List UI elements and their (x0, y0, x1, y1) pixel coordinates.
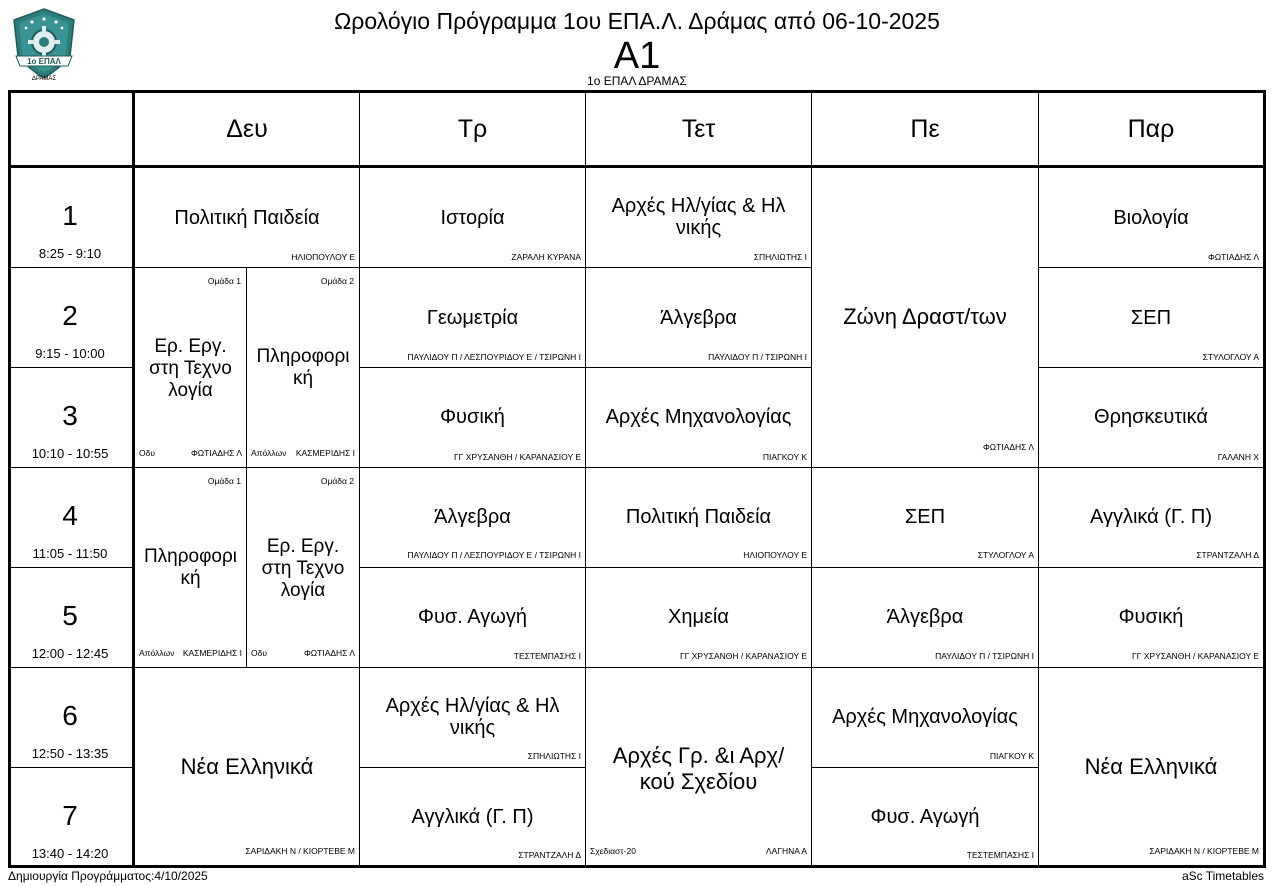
lesson-subject: Αρχές Γρ. &ι Αρχ/ κού Σχεδίου (612, 743, 785, 794)
lesson-room: Απόλλων (251, 448, 287, 458)
lesson-cell[interactable] (586, 368, 811, 467)
software-credit: aSc Timetables (1181, 869, 1264, 883)
lesson-teacher: ΤΕΣΤΕΜΠΑΣΗΣ Ι (513, 651, 581, 661)
lesson-teacher: ΣΠΗΛΙΩΤΗΣ Ι (527, 751, 581, 761)
lesson-cell[interactable] (135, 168, 359, 267)
lesson-cell[interactable] (360, 568, 585, 667)
lesson-subject: Αρχές Ηλ/γίας & Ηλ νικής (611, 195, 786, 239)
lesson-subject: Φυσ. Αγωγή (418, 606, 527, 628)
lesson-cell[interactable] (247, 468, 359, 667)
period-time: 13:40 - 14:20 (31, 846, 109, 861)
day-header-wed: Τετ (681, 114, 716, 143)
lesson-subject: Αρχές Ηλ/γίας & Ηλ νικής (385, 695, 560, 739)
day-header-mon: Δευ (226, 114, 268, 143)
lesson-teacher: ΛΑΓΗΝΑ Α (765, 846, 807, 856)
day-header-thu: Πε (910, 114, 940, 143)
lesson-teacher: ΓΑΛΑΝΗ Χ (1217, 452, 1259, 462)
timetable-grid (8, 90, 1266, 868)
lesson-cell[interactable] (135, 268, 246, 467)
period-number: 5 (62, 600, 78, 631)
lesson-teacher: ΠΙΑΓΚΟΥ Κ (762, 452, 807, 462)
lesson-cell[interactable] (1039, 568, 1263, 667)
lesson-subject: Βιολογία (1113, 207, 1189, 229)
period-time: 12:00 - 12:45 (31, 646, 109, 661)
period-time: 10:10 - 10:55 (31, 446, 109, 461)
lesson-cell[interactable] (586, 668, 811, 865)
period-number: 6 (62, 700, 78, 731)
lesson-cell[interactable] (812, 668, 1038, 767)
lesson-cell[interactable] (586, 268, 811, 367)
lesson-teacher: ΠΑΥΛΙΔΟΥ Π / ΛΕΣΠΟΥΡΙΔΟΥ Ε / ΤΣΙΡΩΝΗ Ι (407, 352, 581, 362)
lesson-cell[interactable] (586, 568, 811, 667)
group-label: Ομάδα 2 (320, 276, 354, 286)
lesson-teacher: ΦΩΤΙΑΔΗΣ Λ (983, 442, 1034, 452)
lesson-teacher: ΗΛΙΟΠΟΥΛΟΥ Ε (743, 550, 807, 560)
lesson-room: Απόλλων (139, 648, 175, 658)
lesson-subject: Θρησκευτικά (1094, 406, 1208, 428)
period-number: 1 (62, 200, 78, 231)
period-number: 3 (62, 400, 78, 431)
lesson-cell[interactable] (360, 668, 585, 767)
group-label: Ομάδα 1 (207, 476, 241, 486)
lesson-subject: ΣΕΠ (1130, 307, 1172, 329)
lesson-teacher: ΣΤΥΛΟΓΛΟΥ Α (977, 550, 1034, 560)
lesson-teacher: ΖΑΡΑΛΗ ΚΥΡΑΝΑ (511, 252, 581, 262)
lesson-cell[interactable] (1039, 368, 1263, 467)
lesson-teacher: ΣΠΗΛΙΩΤΗΣ Ι (753, 252, 807, 262)
lesson-cell[interactable] (247, 268, 359, 467)
lesson-teacher: ΦΩΤΙΑΔΗΣ Λ (191, 448, 242, 458)
lesson-subject: Ερ. Εργ. στη Τεχνο λογία (261, 536, 345, 601)
lesson-cell[interactable] (812, 468, 1038, 567)
group-label: Ομάδα 1 (207, 276, 241, 286)
lesson-subject: Αγγλικά (Γ. Π) (1090, 506, 1212, 528)
lesson-cell[interactable] (586, 468, 811, 567)
lesson-subject: Αρχές Μηχανολογίας (832, 706, 1018, 728)
logo-sublabel: ΔΡΑΜΑΣ (31, 76, 57, 82)
lesson-room: Οδυ (251, 648, 267, 658)
lesson-subject: Χημεία (668, 606, 729, 628)
lesson-teacher: ΓΓ ΧΡΥΣΑΝΘΗ / ΚΑΡΑΝΑΣΙΟΥ Ε (1132, 651, 1259, 661)
lesson-teacher: ΣΤΥΛΟΓΛΟΥ Α (1202, 352, 1259, 362)
lesson-subject: Ζώνη Δραστ/των (843, 304, 1007, 329)
lesson-subject: Νέα Ελληνικά (180, 754, 314, 779)
lesson-subject: ΣΕΠ (904, 506, 946, 528)
lesson-subject: Νέα Ελληνικά (1084, 754, 1218, 779)
lesson-cell[interactable] (1039, 168, 1263, 267)
class-name: A1 (613, 35, 661, 77)
lesson-cell[interactable] (360, 468, 585, 567)
lesson-subject: Φυσική (1118, 606, 1184, 628)
lesson-teacher: ΗΛΙΟΠΟΥΛΟΥ Ε (291, 252, 355, 262)
lesson-subject: Άλγεβρα (886, 606, 964, 628)
lesson-cell[interactable] (812, 168, 1038, 467)
lesson-teacher: ΦΩΤΙΑΔΗΣ Λ (1208, 252, 1259, 262)
school-name: 1ο ΕΠΑΛ ΔΡΑΜΑΣ (587, 74, 687, 88)
lesson-cell[interactable] (135, 668, 359, 865)
period-number: 7 (62, 800, 78, 831)
group-label: Ομάδα 2 (320, 476, 354, 486)
lesson-subject: Άλγεβρα (660, 307, 737, 329)
lesson-subject: Πληροφορι κή (256, 346, 350, 389)
lesson-teacher: ΠΑΥΛΙΔΟΥ Π / ΤΣΙΡΩΝΗ Ι (708, 352, 807, 362)
lesson-subject: Ερ. Εργ. στη Τεχνο λογία (149, 336, 232, 401)
period-time: 8:25 - 9:10 (38, 246, 102, 261)
lesson-subject: Αρχές Μηχανολογίας (605, 406, 792, 428)
lesson-subject: Φυσ. Αγωγή (870, 806, 980, 828)
lesson-teacher: ΚΑΣΜΕΡΙΔΗΣ Ι (295, 448, 355, 458)
lesson-teacher: ΠΑΥΛΙΔΟΥ Π / ΛΕΣΠΟΥΡΙΔΟΥ Ε / ΤΣΙΡΩΝΗ Ι (407, 550, 581, 560)
lesson-cell[interactable] (1039, 268, 1263, 367)
lesson-cell[interactable] (135, 468, 246, 667)
lesson-teacher: ΓΓ ΧΡΥΣΑΝΘΗ / ΚΑΡΑΝΑΣΙΟΥ Ε (680, 651, 807, 661)
lesson-teacher: ΠΑΥΛΙΔΟΥ Π / ΤΣΙΡΩΝΗ Ι (935, 651, 1034, 661)
lesson-cell[interactable] (360, 368, 585, 467)
lesson-teacher: ΠΙΑΓΚΟΥ Κ (989, 751, 1034, 761)
lesson-cell[interactable] (360, 268, 585, 367)
lesson-teacher: ΚΑΣΜΕΡΙΔΗΣ Ι (182, 648, 242, 658)
lesson-subject: Πολιτική Παιδεία (625, 506, 772, 528)
lesson-teacher: ΦΩΤΙΑΔΗΣ Λ (304, 648, 355, 658)
day-header-fri: Παρ (1127, 114, 1175, 143)
lesson-room: Σχεδιαστ-20 (590, 846, 636, 856)
lesson-cell[interactable] (360, 168, 585, 267)
lesson-cell[interactable] (812, 568, 1038, 667)
period-number: 4 (62, 500, 78, 531)
logo-label: 1ο ΕΠΑΛ (27, 57, 61, 66)
lesson-subject: Ιστορία (440, 207, 505, 229)
lesson-room: Οδυ (139, 448, 155, 458)
lesson-cell[interactable] (360, 768, 585, 865)
lesson-teacher: ΣΤΡΑΝΤΖΑΛΗ Δ (518, 850, 581, 860)
lesson-cell[interactable] (812, 768, 1038, 865)
lesson-subject: Πολιτική Παιδεία (174, 207, 320, 229)
lesson-teacher: ΣΑΡΙΔΑΚΗ Ν / ΚΙΟΡΤΕΒΕ Μ (245, 846, 355, 856)
lesson-teacher: ΣΑΡΙΔΑΚΗ Ν / ΚΙΟΡΤΕΒΕ Μ (1149, 846, 1259, 856)
lesson-subject: Άλγεβρα (434, 506, 511, 528)
lesson-teacher: ΓΓ ΧΡΥΣΑΝΘΗ / ΚΑΡΑΝΑΣΙΟΥ Ε (454, 452, 581, 462)
page-title: Ωρολόγιο Πρόγραμμα 1ου ΕΠΑ.Λ. Δράμας από 06-10-2025 (334, 8, 940, 34)
lesson-cell[interactable] (586, 168, 811, 267)
lesson-cell[interactable] (1039, 468, 1263, 567)
lesson-subject: Πληροφορι κή (143, 546, 238, 589)
period-time: 12:50 - 13:35 (31, 746, 109, 761)
period-time: 9:15 - 10:00 (35, 346, 105, 361)
lesson-subject: Αγγλικά (Γ. Π) (411, 806, 534, 828)
period-number: 2 (62, 300, 78, 331)
day-header-tue: Τρ (457, 114, 488, 143)
lesson-teacher: ΣΤΡΑΝΤΖΑΛΗ Δ (1196, 550, 1259, 560)
lesson-subject: Φυσική (440, 406, 505, 428)
lesson-cell[interactable] (1039, 668, 1263, 865)
lesson-subject: Γεωμετρία (426, 307, 519, 329)
period-time: 11:05 - 11:50 (32, 546, 108, 561)
creation-date: Δημιουργία Προγράμματος:4/10/2025 (8, 869, 208, 883)
lesson-teacher: ΤΕΣΤΕΜΠΑΣΗΣ Ι (966, 850, 1034, 860)
